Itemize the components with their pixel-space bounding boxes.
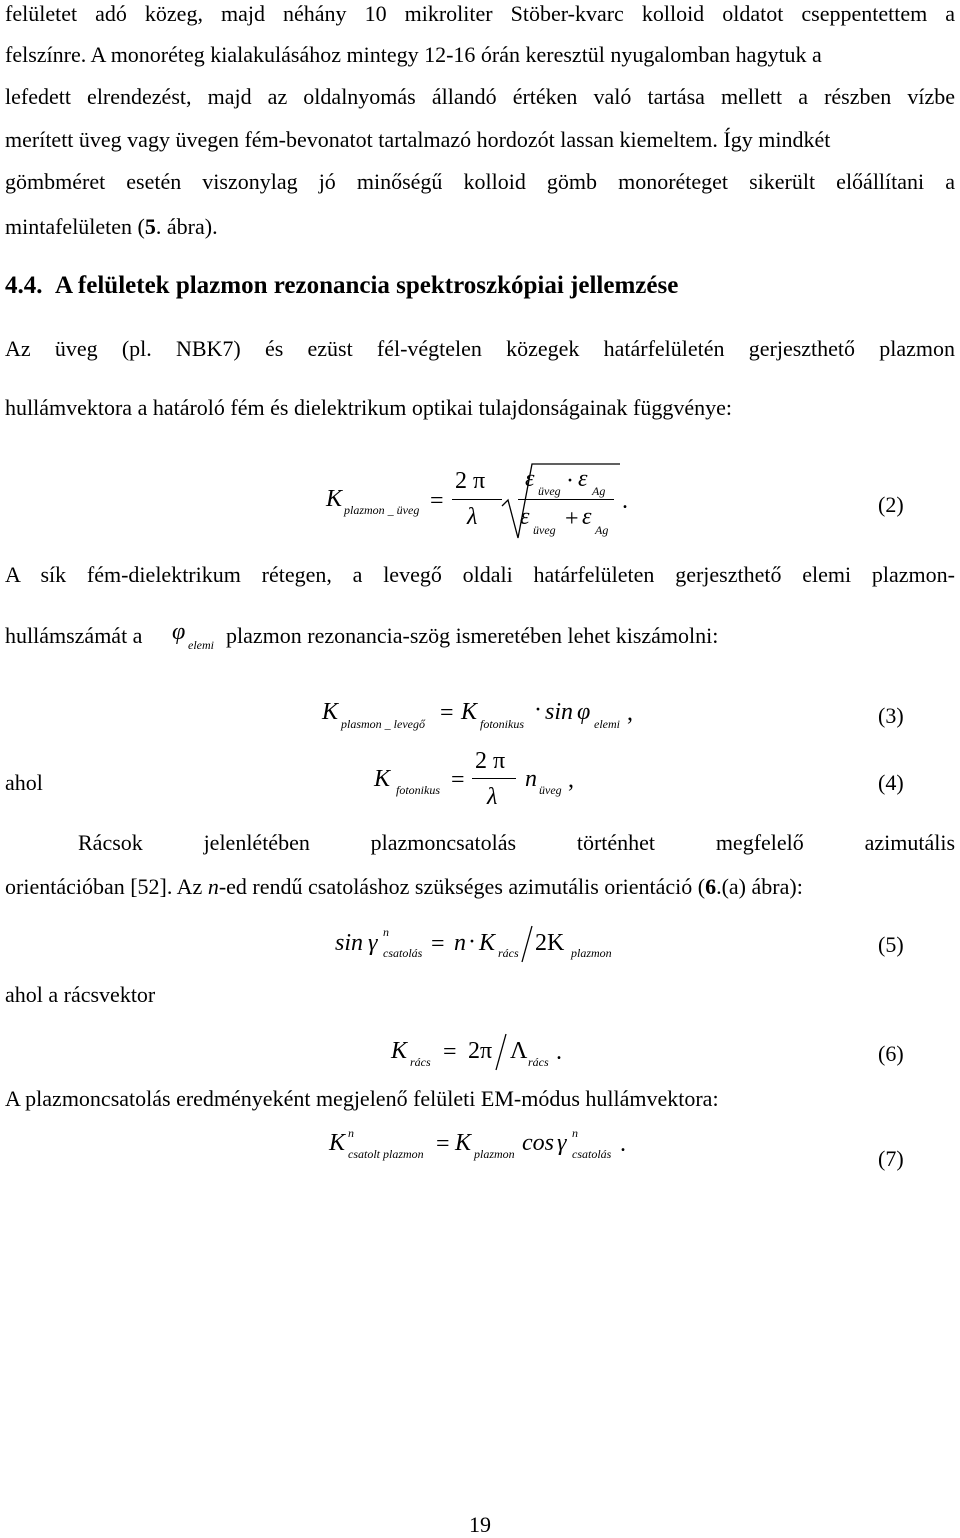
eq-operator: ·	[468, 929, 476, 955]
paragraph-line: plazmon rezonancia-szög ismeretében lehet kiszámolni:	[226, 623, 719, 648]
equation-number: (6)	[878, 1041, 904, 1066]
eq-punct: ,	[627, 700, 633, 726]
eq-denominator: λ	[487, 784, 498, 810]
equation-number: (7)	[878, 1146, 904, 1171]
eq-operator: =	[431, 931, 445, 957]
paragraph-line	[5, 213, 218, 241]
eq-subscript: plasmon _ levegő	[341, 717, 425, 731]
eq-symbol: ε	[525, 466, 535, 492]
eq-symbol: K	[326, 486, 343, 512]
eq-punct: ,	[568, 767, 574, 793]
eq-numerator: 2 π	[455, 468, 486, 494]
paragraph-line: gömbméret esetén viszonylag jó minőségű kolloid gömb monoréteget sikerült előállítani a	[5, 169, 955, 194]
eq-subscript: plazmon	[571, 946, 612, 960]
eq-function: cos	[522, 1130, 554, 1156]
eq-subscript: üveg	[539, 783, 562, 797]
eq-subscript: csatolt plazmon	[348, 1147, 424, 1161]
eq-subscript: csatolás	[383, 946, 423, 960]
eq-subscript: üveg	[533, 523, 556, 537]
eq-punct: .	[622, 488, 628, 514]
eq-subscript: rács	[410, 1055, 431, 1069]
section-title: A felületek plazmon rezonancia spektroszkópiai jellemzése	[55, 272, 679, 299]
eq-subscript: rács	[498, 946, 519, 960]
eq-operator: ·	[566, 468, 574, 494]
text-fragment: -ed rendű csatoláshoz szükséges azimutális orientáció (	[218, 874, 706, 899]
eq-subscript: elemi	[594, 717, 620, 731]
equation-label: ahol a rácsvektor	[5, 982, 156, 1007]
eq-subscript: elemi	[188, 638, 214, 652]
eq-subscript: Ag	[592, 484, 606, 498]
eq-subscript: fotonikus	[480, 717, 524, 731]
eq-symbol: K	[461, 699, 478, 725]
paragraph-line: merített üveg vagy üvegen fém-bevonatot tartalmazó hordozót lassan kiemeltem. Így mindkét	[5, 127, 831, 152]
equation-label: ahol	[5, 770, 43, 795]
eq-symbol: K	[479, 930, 496, 956]
eq-symbol: K	[391, 1038, 408, 1064]
paragraph-line	[5, 622, 142, 650]
paragraph-line: A sík fém-dielektrikum rétegen, a levegő oldali határfelületen gerjeszthető elemi plazmon-	[5, 562, 955, 587]
text-fragment: . ábra).	[155, 214, 218, 239]
eq-operator: ·	[534, 697, 542, 723]
equation-number: (4)	[878, 770, 904, 795]
eq-symbol: n	[525, 766, 537, 792]
eq-symbol: K	[374, 766, 391, 792]
fraction-bar	[472, 778, 516, 779]
paragraph-line: Rácsok jelenlétében plazmoncsatolás történhet megfelelő azimutális	[78, 830, 955, 855]
equation-number: (2)	[878, 492, 904, 517]
fraction-bar	[518, 499, 614, 500]
eq-subscript: plazmon _ üveg	[344, 503, 420, 517]
eq-punct: .	[620, 1131, 626, 1157]
eq-subscript: fotonikus	[396, 783, 440, 797]
eq-superscript: n	[348, 1126, 354, 1140]
eq-operator: +	[565, 506, 579, 532]
text-fragment: .(a) ábra):	[716, 874, 803, 899]
eq-function: sin	[335, 930, 364, 956]
eq-superscript: n	[572, 1126, 578, 1140]
equation-number: (3)	[878, 703, 904, 728]
eq-subscript: Ag	[595, 523, 609, 537]
eq-function: sin	[545, 699, 574, 725]
text-fragment: mintafelületen (	[5, 214, 145, 239]
text-fragment: hullámszámát a	[5, 623, 143, 648]
paragraph-line	[5, 873, 803, 901]
page-number: 19	[469, 1512, 491, 1537]
eq-symbol: 2K	[535, 930, 565, 956]
eq-symbol: n	[454, 930, 466, 956]
eq-numerator: 2 π	[475, 748, 506, 774]
eq-symbol: γ	[557, 1130, 567, 1156]
eq-subscript: üveg	[538, 484, 561, 498]
figure-ref: 5	[144, 214, 156, 239]
eq-symbol: K	[455, 1130, 472, 1156]
text-fragment: orientációban [52]. Az	[5, 874, 203, 899]
eq-operator: =	[451, 767, 465, 793]
paragraph-line: hullámvektora a határoló fém és dielektrikum optikai tulajdonságainak függvénye:	[5, 395, 732, 420]
eq-symbol: ε	[582, 504, 592, 530]
division-slash	[520, 924, 534, 964]
eq-symbol: ε	[578, 466, 588, 492]
eq-operator: =	[430, 488, 444, 514]
eq-symbol: φ	[172, 619, 186, 645]
eq-symbol: K	[329, 1130, 346, 1156]
eq-symbol: ε	[520, 504, 530, 530]
eq-symbol: Λ	[510, 1038, 528, 1064]
paragraph-line: felületet adó közeg, majd néhány 10 mikroliter Stöber-kvarc kolloid oldatot cseppentettem a	[5, 1, 955, 26]
eq-subscript: rács	[528, 1055, 549, 1069]
eq-symbol: 2π	[468, 1038, 493, 1064]
italic-variable: n	[207, 874, 219, 899]
eq-operator: =	[443, 1039, 457, 1065]
eq-subscript: csatolás	[572, 1147, 612, 1161]
equation-number: (5)	[878, 932, 904, 957]
figure-ref: 6	[705, 874, 717, 899]
fraction-bar	[452, 499, 502, 500]
eq-symbol: γ	[368, 930, 378, 956]
paragraph-line: felszínre. A monoréteg kialakulásához mintegy 12-16 órán keresztül nyugalomban hagytuk a	[5, 42, 822, 67]
eq-punct: .	[556, 1039, 562, 1065]
eq-symbol: K	[322, 699, 339, 725]
paragraph-line: Az üveg (pl. NBK7) és ezüst fél-végtelen közegek határfelületén gerjeszthető plazmon	[5, 336, 955, 361]
section-heading	[5, 272, 678, 300]
section-number: 4.4.	[5, 272, 43, 299]
division-slash	[494, 1032, 508, 1072]
eq-symbol: φ	[577, 699, 591, 725]
eq-subscript: plazmon	[474, 1147, 515, 1161]
paragraph-line: A plazmoncsatolás eredményeként megjelenő felületi EM-módus hullámvektora:	[5, 1086, 719, 1111]
eq-superscript: n	[383, 925, 389, 939]
eq-operator: =	[436, 1131, 450, 1157]
paragraph-line: lefedett elrendezést, majd az oldalnyomás állandó értéken való tartása mellett a részben vízbe	[5, 84, 955, 109]
eq-denominator: λ	[467, 504, 478, 530]
eq-operator: =	[440, 700, 454, 726]
